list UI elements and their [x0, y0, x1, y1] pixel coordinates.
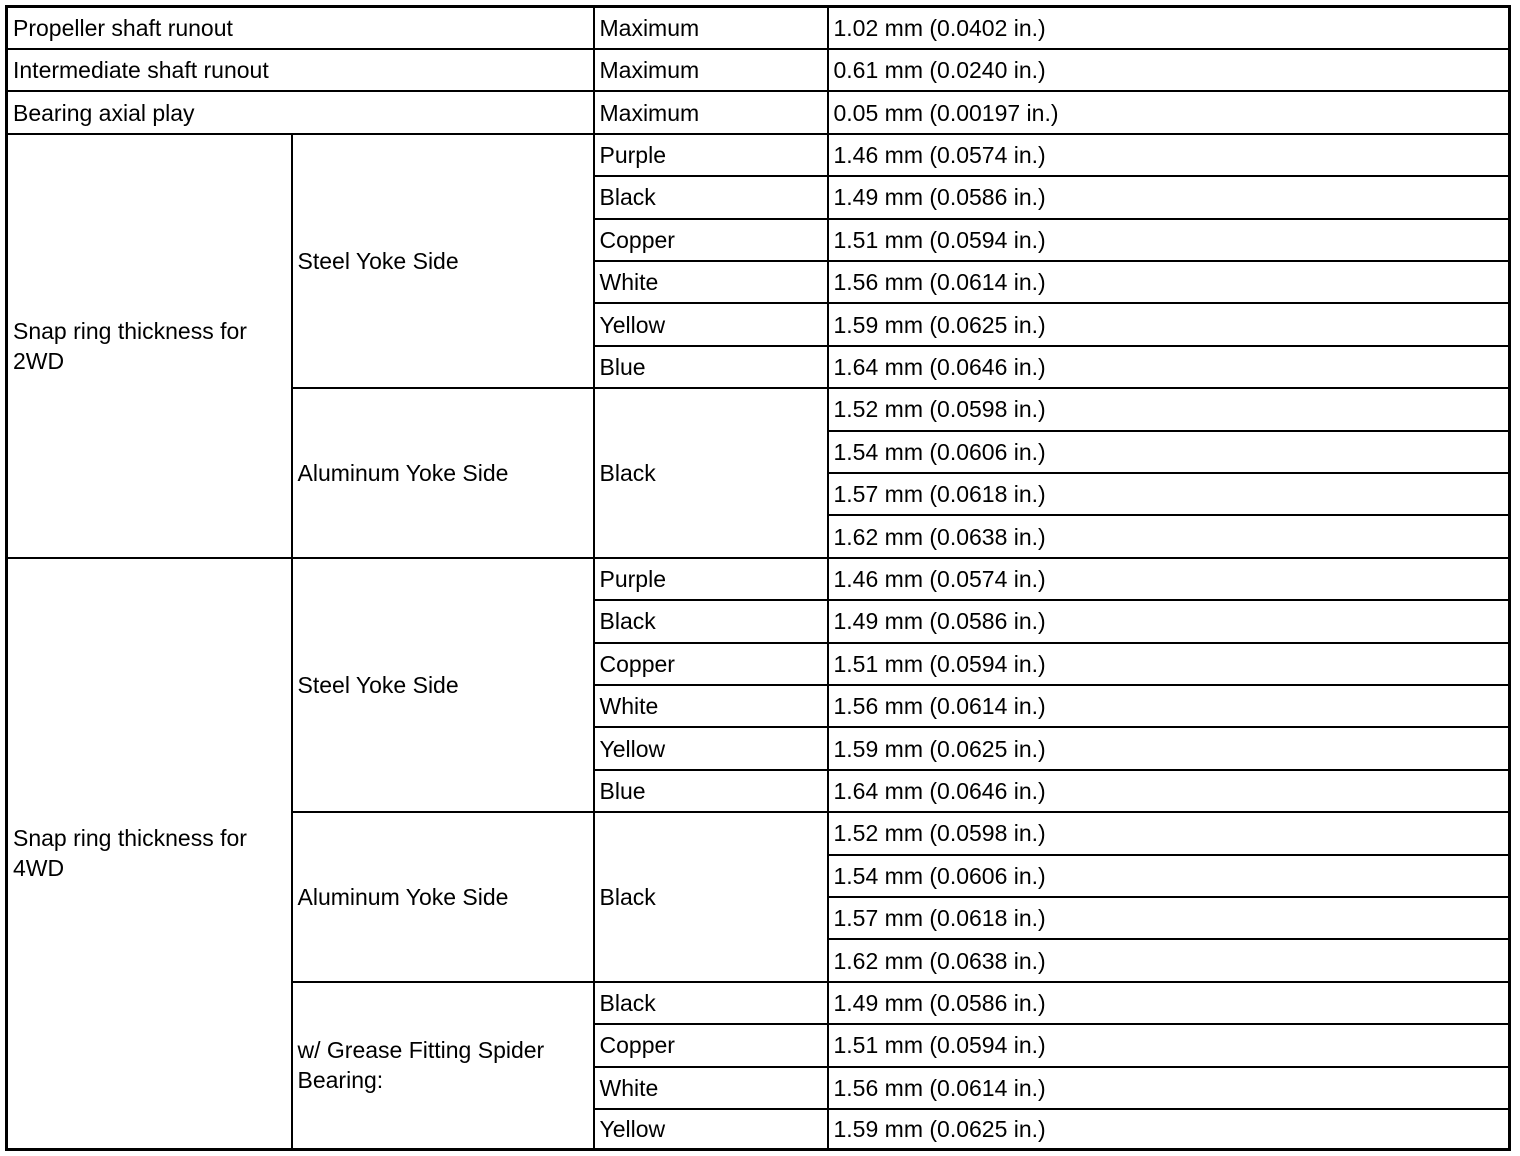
spec-limit: Maximum	[594, 7, 828, 49]
ring-thickness: 1.59 mm (0.0625 in.)	[828, 303, 1510, 345]
group-label-4wd: Snap ring thickness for 4WD	[7, 558, 292, 1150]
ring-thickness: 1.57 mm (0.0618 in.)	[828, 897, 1510, 939]
ring-thickness: 1.59 mm (0.0625 in.)	[828, 727, 1510, 769]
spec-value: 0.05 mm (0.00197 in.)	[828, 91, 1510, 133]
subgroup-label-aluminum-2wd: Aluminum Yoke Side	[292, 388, 594, 558]
spec-label: Bearing axial play	[7, 91, 594, 133]
ring-thickness: 1.62 mm (0.0638 in.)	[828, 939, 1510, 981]
ring-color: Copper	[594, 219, 828, 261]
spec-limit: Maximum	[594, 49, 828, 91]
spec-value: 1.02 mm (0.0402 in.)	[828, 7, 1510, 49]
ring-color: Copper	[594, 1024, 828, 1066]
spec-value: 0.61 mm (0.0240 in.)	[828, 49, 1510, 91]
ring-color: White	[594, 261, 828, 303]
ring-color: Yellow	[594, 1109, 828, 1149]
ring-color: Copper	[594, 643, 828, 685]
ring-color: White	[594, 685, 828, 727]
table-row	[7, 49, 1510, 91]
ring-thickness: 1.56 mm (0.0614 in.)	[828, 261, 1510, 303]
ring-color: Blue	[594, 770, 828, 812]
ring-thickness: 1.46 mm (0.0574 in.)	[828, 134, 1510, 176]
ring-thickness: 1.54 mm (0.0606 in.)	[828, 431, 1510, 473]
subgroup-label-aluminum-4wd: Aluminum Yoke Side	[292, 812, 594, 982]
ring-thickness: 1.57 mm (0.0618 in.)	[828, 473, 1510, 515]
ring-thickness: 1.51 mm (0.0594 in.)	[828, 219, 1510, 261]
spec-limit: Maximum	[594, 91, 828, 133]
ring-color: Black	[594, 812, 828, 982]
ring-color: Black	[594, 176, 828, 218]
table-row	[7, 558, 1510, 600]
ring-thickness: 1.54 mm (0.0606 in.)	[828, 855, 1510, 897]
subgroup-label-steel-2wd: Steel Yoke Side	[292, 134, 594, 388]
group-label-2wd: Snap ring thickness for 2WD	[7, 134, 292, 558]
ring-color: Purple	[594, 558, 828, 600]
ring-thickness: 1.52 mm (0.0598 in.)	[828, 812, 1510, 854]
ring-color: Yellow	[594, 303, 828, 345]
ring-color: Yellow	[594, 727, 828, 769]
ring-thickness: 1.49 mm (0.0586 in.)	[828, 600, 1510, 642]
ring-color: White	[594, 1067, 828, 1109]
ring-color: Black	[594, 600, 828, 642]
subgroup-label-grease-4wd: w/ Grease Fitting Spider Bearing:	[292, 982, 594, 1150]
ring-thickness: 1.62 mm (0.0638 in.)	[828, 515, 1510, 557]
ring-color: Blue	[594, 346, 828, 388]
ring-thickness: 1.51 mm (0.0594 in.)	[828, 1024, 1510, 1066]
table-row	[7, 134, 1510, 176]
spec-table	[5, 5, 1511, 1151]
table-row	[7, 7, 1510, 49]
ring-thickness: 1.52 mm (0.0598 in.)	[828, 388, 1510, 430]
ring-thickness: 1.56 mm (0.0614 in.)	[828, 685, 1510, 727]
table-row	[7, 91, 1510, 133]
ring-thickness: 1.46 mm (0.0574 in.)	[828, 558, 1510, 600]
subgroup-label-steel-4wd: Steel Yoke Side	[292, 558, 594, 812]
ring-thickness: 1.64 mm (0.0646 in.)	[828, 770, 1510, 812]
ring-thickness: 1.64 mm (0.0646 in.)	[828, 346, 1510, 388]
spec-label: Intermediate shaft runout	[7, 49, 594, 91]
ring-color: Black	[594, 388, 828, 558]
ring-thickness: 1.56 mm (0.0614 in.)	[828, 1067, 1510, 1109]
ring-color: Purple	[594, 134, 828, 176]
ring-thickness: 1.49 mm (0.0586 in.)	[828, 982, 1510, 1024]
ring-thickness: 1.51 mm (0.0594 in.)	[828, 643, 1510, 685]
ring-thickness: 1.59 mm (0.0625 in.)	[828, 1109, 1510, 1149]
ring-color: Black	[594, 982, 828, 1024]
spec-label: Propeller shaft runout	[7, 7, 594, 49]
ring-thickness: 1.49 mm (0.0586 in.)	[828, 176, 1510, 218]
